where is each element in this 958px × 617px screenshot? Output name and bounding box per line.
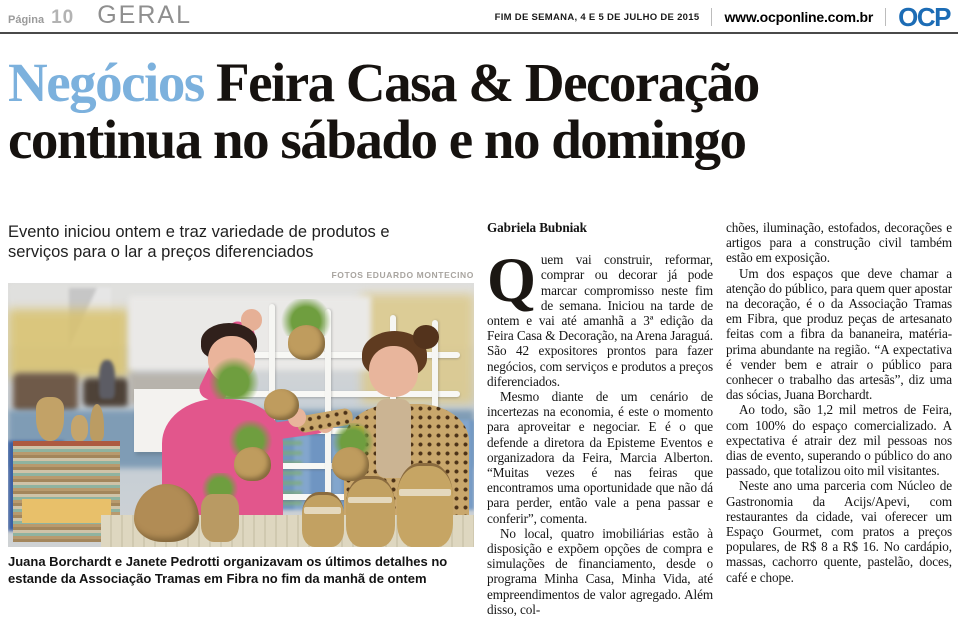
- masthead-left: [8, 1, 192, 30]
- wooden-table-shelf: [22, 499, 111, 523]
- fiber-basket: [201, 494, 238, 542]
- headline-kicker: Negócios: [8, 52, 204, 113]
- byline: Gabriela Bubniak: [487, 220, 587, 235]
- trellis-bar-vertical: [325, 309, 331, 499]
- drop-cap: Q: [487, 245, 536, 316]
- hanging-pot: [264, 389, 299, 421]
- leopard-woman-hair-bun: [413, 325, 439, 349]
- article-photo: [8, 283, 474, 547]
- fiber-jar-rope: [348, 497, 392, 504]
- fiber-jar-rope: [399, 489, 450, 496]
- body-paragraph: Ao todo, são 1,2 mil metros de Feira, com 100% do espaço comercializado. A expectativa é atrair dez mil pessoas nos dias de evento, superando o público do ano passado, que totalizou oito mil visitantes.: [726, 402, 952, 479]
- photo-credit: FOTOS EDUARDO MONTECINO: [331, 270, 474, 280]
- fiber-jar: [346, 476, 395, 547]
- body-paragraph: chões, iluminação, estofados, decorações e artigos para a construção civil também estão em exposição.: [726, 220, 952, 266]
- ocp-logo: OCP: [898, 2, 950, 32]
- fiber-vase: [71, 415, 88, 441]
- hanging-plant: [208, 357, 259, 399]
- fiber-jar-rope: [304, 507, 341, 514]
- masthead-rule: [0, 32, 958, 34]
- background-person: [99, 360, 115, 400]
- edition-date: FIM DE SEMANA, 4 E 5 DE JULHO DE 2015: [494, 11, 700, 23]
- headline: [8, 54, 952, 168]
- body-paragraph: Um dos espaços que deve chamar a atenção do público, para quem quer apostar na decoração, é o da Associação Tramas em Fibra, que produz peças de artesanato feitas com a fibra da bananeira, matéria-prima abundante na região. “A expectativa é vender bem e atrair o público para conhecer o trabalho das artesãs”, diz uma das sócias, Juana Borchardt.: [726, 265, 952, 403]
- article-columns: [8, 220, 952, 617]
- body-paragraph: Neste ano uma parceria com Núcleo de Gastronomia da Acijs/Apevi, com restaurantes da cidade, vai oferecer um Espaço Gourmet, com pratos a preços populares, de R$ 8 a R$ 16. No cardápio, massas, cachorro quente, pastelão, doces, café e chope.: [726, 478, 952, 585]
- deck-text: Evento iniciou ontem e traz variedade de produtos e serviços para o lar a preços diferenciados: [8, 223, 390, 261]
- hanging-pot: [288, 325, 325, 359]
- fiber-jar: [302, 492, 344, 547]
- fiber-vase: [36, 397, 64, 442]
- fiber-bottle: [90, 404, 104, 441]
- page-label: Página: [8, 14, 45, 26]
- paragraph-text: uem vai construir, reformar, comprar ou decorar já pode marcar compromisso neste fim de semana. Iniciou na tarde de ontem e vai até amanhã a 3ª edição da Feira Casa & Decoração, na Arena Jaraguá. São 42 expositores prontos para fazer negócios, com serviços e produtos a preços diferenciados.: [487, 252, 713, 389]
- website-url: www.ocponline.com.br: [724, 9, 874, 25]
- article-column-1: [487, 220, 713, 617]
- photo-column: [8, 220, 474, 617]
- body-paragraph: Mesmo diante de um cenário de incertezas na economia, é este o momento para aproveitar e negociar. E é o que defende a diretora da Episteme Eventos e organizadora da Feira, Marcia Alberton. “Muitas vezes é nas feiras que encontramos uma oportunidade que não dá para perder, então vale a pena passar e conferir”, comenta.: [487, 389, 713, 526]
- masthead-divider: [885, 8, 886, 26]
- photo-caption: Juana Borchardt e Janete Pedrotti organizavam os últimos detalhes no estande da Associação Tramas em Fibra no fim da manhã de ontem: [8, 554, 448, 586]
- fiber-jar: [397, 463, 453, 547]
- article-column-2: [726, 220, 952, 617]
- body-paragraph: [487, 245, 713, 389]
- body-paragraph: No local, quatro imobiliárias estão à disposição e expõem opções de compra e simulações de financiamento, desde o programa Minha Casa, Minha Vida, até empreendimentos de valor agregado. Além disso, col-: [487, 525, 713, 617]
- section-name: GERAL: [97, 1, 192, 29]
- masthead-right: [494, 2, 950, 32]
- masthead-divider: [711, 8, 712, 26]
- headline-title: Feira Casa & Decoração continua no sábado e no domingo: [8, 52, 759, 170]
- masthead: [8, 2, 950, 30]
- leopard-woman-scarf: [376, 399, 411, 478]
- leopard-woman-face: [369, 346, 418, 396]
- page-number: 10: [51, 7, 75, 28]
